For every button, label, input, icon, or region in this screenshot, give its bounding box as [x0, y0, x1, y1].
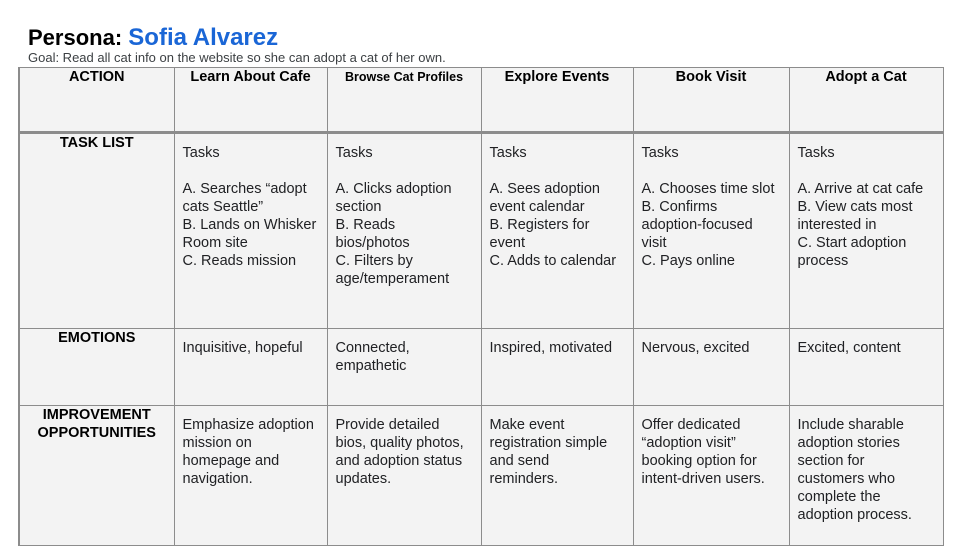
- tasks-cell: [789, 133, 943, 329]
- persona-title: [28, 24, 446, 52]
- task-line: interested in: [797, 217, 877, 233]
- improvement-text: and adoption status: [335, 453, 463, 469]
- improvement-row: [19, 406, 943, 546]
- improvement-text: Provide detailed: [335, 417, 440, 433]
- row-label-action: ACTION: [19, 68, 174, 133]
- task-line: process: [797, 253, 849, 269]
- improvement-cell: [174, 406, 327, 546]
- improvement-text: registration simple: [489, 435, 608, 451]
- emotions-cell: [327, 329, 481, 406]
- task-line: A. Chooses time slot: [641, 181, 775, 197]
- improvement-text: homepage and: [182, 453, 280, 469]
- task-line: Room site: [182, 235, 248, 251]
- tasks-heading: Tasks: [182, 145, 220, 161]
- improvement-text: Emphasize adoption: [182, 417, 314, 433]
- task-line: B. Confirms: [641, 199, 718, 215]
- tasks-heading: Tasks: [335, 145, 373, 161]
- improvement-cell: [789, 406, 943, 546]
- improvement-text: “adoption visit”: [641, 435, 736, 451]
- emotion-text: Inquisitive, hopeful: [182, 340, 303, 356]
- improvement-text: adoption process.: [797, 507, 912, 523]
- task-line: visit: [641, 235, 667, 251]
- task-line: adoption-focused: [641, 217, 753, 233]
- improvement-text: intent-driven users.: [641, 471, 765, 487]
- task-line: section: [335, 199, 382, 215]
- row-label-task-list: TASK LIST: [19, 133, 174, 329]
- emotions-cell: [481, 329, 633, 406]
- task-line: C. Start adoption: [797, 235, 907, 251]
- task-list-row: [19, 133, 943, 329]
- task-line: event calendar: [489, 199, 585, 215]
- task-line: A. Clicks adoption: [335, 181, 452, 197]
- task-line: C. Pays online: [641, 253, 735, 269]
- improvement-text: Include sharable: [797, 417, 904, 433]
- emotions-cell: [174, 329, 327, 406]
- improvement-text: reminders.: [489, 471, 558, 487]
- improvement-text: booking option for: [641, 453, 757, 469]
- task-line: B. Registers for: [489, 217, 590, 233]
- improvement-text: and send: [489, 453, 550, 469]
- improvement-cell: [633, 406, 789, 546]
- improvement-text: bios, quality photos,: [335, 435, 464, 451]
- improvement-text: Make event: [489, 417, 565, 433]
- row-label-line: IMPROVEMENT: [42, 407, 151, 423]
- tasks-cell: [327, 133, 481, 329]
- emotions-row: [19, 329, 943, 406]
- task-line: age/temperament: [335, 271, 450, 287]
- persona-name: Sofia Alvarez: [128, 24, 279, 51]
- row-label-emotions: EMOTIONS: [19, 329, 174, 406]
- improvement-text: navigation.: [182, 471, 253, 487]
- task-line: C. Filters by: [335, 253, 413, 269]
- stage-book-visit: Book Visit: [633, 68, 789, 133]
- task-line: A. Arrive at cat cafe: [797, 181, 924, 197]
- improvement-text: Offer dedicated: [641, 417, 741, 433]
- tasks-heading: Tasks: [797, 145, 835, 161]
- emotions-cell: [633, 329, 789, 406]
- improvement-cell: [481, 406, 633, 546]
- persona-label: Persona:: [28, 25, 123, 50]
- journey-map-table: [18, 67, 944, 546]
- improvement-text: customers who: [797, 471, 896, 487]
- stage-learn-about-cafe: Learn About Cafe: [174, 68, 327, 133]
- task-line: cats Seattle”: [182, 199, 264, 215]
- persona-header: [28, 24, 446, 66]
- task-line: B. Lands on Whisker: [182, 217, 317, 233]
- action-row: [19, 68, 943, 133]
- emotion-text: Connected,: [335, 340, 410, 356]
- improvement-cell: [327, 406, 481, 546]
- tasks-cell: [633, 133, 789, 329]
- tasks-cell: [174, 133, 327, 329]
- task-line: C. Adds to calendar: [489, 253, 617, 269]
- task-line: A. Sees adoption: [489, 181, 600, 197]
- row-label-improvement-opportunities: [19, 406, 174, 546]
- tasks-heading: Tasks: [489, 145, 527, 161]
- emotion-text: empathetic: [335, 358, 407, 374]
- emotion-text: Nervous, excited: [641, 340, 750, 356]
- row-label-line: OPPORTUNITIES: [37, 425, 156, 441]
- stage-browse-cat-profiles: Browse Cat Profiles: [327, 68, 481, 133]
- emotions-cell: [789, 329, 943, 406]
- improvement-text: section for: [797, 453, 865, 469]
- persona-goal: Goal: Read all cat info on the website so she can adopt a cat of her own.: [28, 50, 446, 65]
- emotion-text: Inspired, motivated: [489, 340, 613, 356]
- tasks-cell: [481, 133, 633, 329]
- task-line: B. Reads: [335, 217, 396, 233]
- emotion-text: Excited, content: [797, 340, 901, 356]
- improvement-text: mission on: [182, 435, 252, 451]
- improvement-text: adoption stories: [797, 435, 900, 451]
- improvement-text: complete the: [797, 489, 881, 505]
- improvement-text: updates.: [335, 471, 392, 487]
- task-line: B. View cats most: [797, 199, 913, 215]
- task-line: event: [489, 235, 525, 251]
- task-line: bios/photos: [335, 235, 410, 251]
- task-line: A. Searches “adopt: [182, 181, 307, 197]
- stage-explore-events: Explore Events: [481, 68, 633, 133]
- task-line: C. Reads mission: [182, 253, 297, 269]
- tasks-heading: Tasks: [641, 145, 679, 161]
- stage-adopt-a-cat: Adopt a Cat: [789, 68, 943, 133]
